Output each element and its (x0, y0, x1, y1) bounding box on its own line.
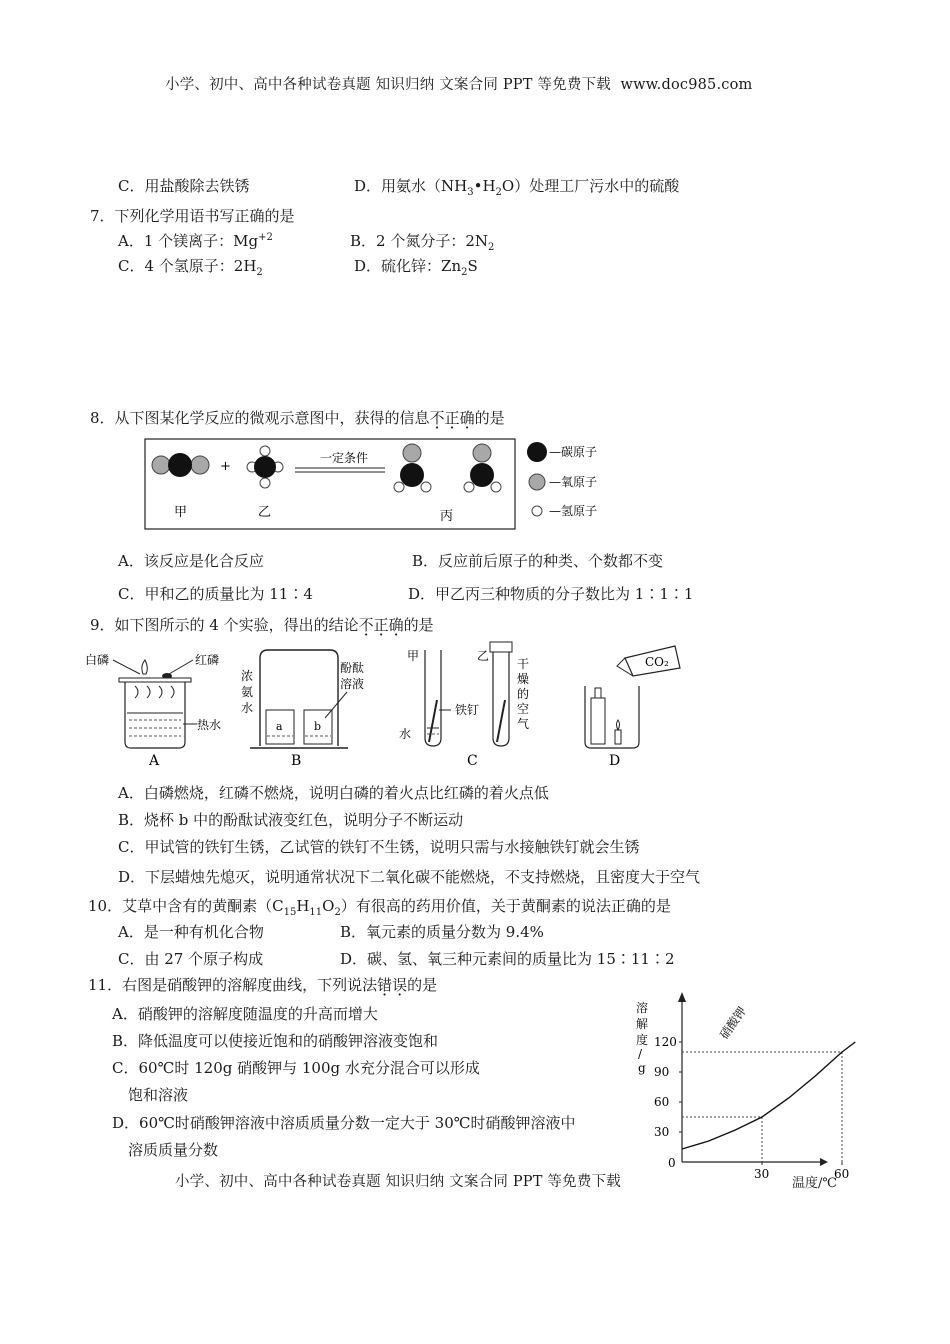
c-nail-yi (497, 700, 505, 742)
q7-b-sub: 2 (488, 242, 495, 253)
bing2-oxygen-atom (473, 444, 491, 462)
q9-option-d: D．下层蜡烛先熄灭，说明通常状况下二氧化碳不能燃烧，不支持燃烧，且密度大于空气 (118, 868, 701, 886)
q10-sub-2: 11 (309, 907, 323, 918)
label-jia: 甲 (174, 505, 188, 520)
y-label-2: 解 (636, 1017, 649, 1031)
y-label-4: / (638, 1047, 643, 1061)
jia-oxygen-atom-1 (152, 456, 170, 474)
legend-carbon-swatch (527, 442, 547, 462)
b-phenol-2: 溶液 (340, 677, 365, 691)
q7-c-text: C．4 个氢原子：2H (118, 257, 257, 275)
experiment-b (241, 650, 364, 769)
d-step (591, 698, 605, 744)
q10-h: H (296, 897, 310, 915)
q9-stem (90, 615, 434, 635)
x-axis-label: 温度/℃ (792, 1176, 837, 1191)
b-label-b: b (314, 720, 322, 733)
q6-d-text: D．用氨水（NH (354, 177, 468, 195)
legend-hydrogen: —氢原子 (549, 504, 598, 518)
series-label: 硝酸钾 (716, 1004, 750, 1042)
q11-option-c-line1: C．60℃时 120g 硝酸钾与 100g 水充分混合可以形成 (112, 1059, 480, 1077)
c-nail-label: 铁钉 (455, 703, 480, 717)
y-axis-arrow (678, 992, 686, 1002)
q6-d-sub2: 2 (495, 187, 502, 198)
q10-option-d: D．碳、氢、氧三种元素间的质量比为 15∶11∶2 (340, 950, 675, 968)
q9-option-c: C．甲试管的铁钉生锈，乙试管的铁钉不生锈，说明只需与水接触铁钉就会生锈 (118, 838, 640, 856)
q8-reaction-diagram (140, 434, 620, 534)
c-water-label: 水 (399, 727, 412, 741)
a-flame (142, 660, 147, 674)
q6-option-c: C．用盐酸除去铁锈 (118, 177, 250, 195)
q7-d-text: D．硫化锌：Zn (354, 257, 462, 275)
yi-hydrogen-1 (260, 446, 270, 456)
yi-hydrogen-4 (260, 478, 270, 488)
q10-option-a: A．是一种有机化合物 (118, 923, 264, 941)
bing2-hydrogen-1 (464, 482, 474, 492)
q9-stem-post: 的是 (403, 616, 434, 634)
yi-carbon-atom (254, 456, 276, 478)
q9-emph-2: 正 (373, 616, 389, 634)
d-candle-low (615, 730, 621, 744)
c-air-4: 空 (517, 702, 530, 716)
q7-option-d (354, 256, 478, 276)
a-red-phosphorus-label: 红磷 (195, 653, 220, 667)
q10-o: O (322, 897, 335, 915)
q8-option-b: B．反应前后原子的种类、个数都不变 (412, 552, 664, 570)
q6-option-d (354, 176, 679, 196)
c-air-1: 干 (517, 657, 530, 671)
bing2-carbon-atom (470, 463, 494, 487)
b-label-a: a (276, 720, 283, 733)
q11-stem (88, 975, 437, 995)
b-leader-phenol (325, 692, 347, 718)
experiment-d (585, 646, 680, 769)
a-leader-white (113, 660, 140, 674)
a-beaker (125, 682, 185, 748)
x-axis-arrow (820, 1158, 828, 1166)
d-candle-flame (617, 720, 620, 730)
q10-sub-1: 15 (283, 907, 297, 918)
jia-oxygen-atom-2 (191, 456, 209, 474)
bing1-oxygen-atom (403, 444, 421, 462)
jia-carbon-atom (168, 453, 192, 477)
y-tick-label-30: 30 (654, 1125, 670, 1139)
q8-option-a: A．该反应是化合反应 (118, 552, 264, 570)
legend-oxygen-swatch (529, 474, 545, 490)
a-steam (135, 686, 174, 698)
c-tube-jia (425, 650, 441, 746)
b-ammonia-1: 浓 (241, 669, 254, 683)
q7-option-a (118, 231, 273, 251)
q7-d-post: S (467, 257, 478, 275)
c-air-5: 气 (517, 717, 530, 731)
y-tick-label-120: 120 (654, 1035, 677, 1049)
a-white-phosphorus-label: 白磷 (85, 653, 110, 667)
bing1-hydrogen-2 (421, 482, 431, 492)
q6-d-post: O）处理工厂污水中的硫酸 (501, 177, 680, 195)
q11-option-b: B．降低温度可以使接近饱和的硝酸钾溶液变饱和 (112, 1032, 439, 1050)
origin-label: 0 (668, 1156, 676, 1170)
q7-option-b (350, 231, 494, 251)
page-footer: 小学、初中、高中各种试卷真题 知识归纳 文案合同 PPT 等免费下载 (175, 1174, 621, 1190)
q11-emph-2: 误 (392, 976, 408, 994)
x-tick-label-60: 60 (834, 1167, 850, 1181)
a-copper-plate (119, 678, 191, 682)
q9-option-a: A．白磷燃烧，红磷不燃烧，说明白磷的着火点比红磷的着火点低 (118, 784, 549, 802)
c-air-3: 的 (517, 687, 530, 701)
d-candle-high (595, 688, 601, 698)
c-nail-jia (429, 700, 437, 742)
chart-axes (678, 992, 828, 1166)
chart-marks (654, 1035, 855, 1181)
q9-stem-text: 9．如下图所示的 4 个实验，得出的结论 (90, 616, 359, 634)
y-label-1: 溶 (636, 1001, 649, 1015)
q8-option-c: C．甲和乙的质量比为 11∶4 (118, 585, 313, 603)
q9-option-b: B．烧杯 b 中的酚酞试液变红色，说明分子不断运动 (118, 811, 464, 829)
q11-option-c-line2: 饱和溶液 (128, 1086, 189, 1104)
q10-option-c: C．由 27 个原子构成 (118, 950, 264, 968)
q8-stem (90, 408, 505, 428)
legend-hydrogen-swatch (532, 506, 542, 516)
header-url: www.doc985.com (620, 77, 753, 93)
q9-emph-3: 确 (388, 616, 404, 634)
c-stopper (490, 642, 512, 652)
b-caption: B (291, 753, 302, 769)
legend-carbon: —碳原子 (549, 445, 598, 459)
c-air-2: 燥 (517, 672, 530, 686)
b-ammonia-2: 氨 (241, 685, 254, 699)
q7-stem: 7．下列化学用语书写正确的是 (90, 207, 295, 225)
page-header (165, 75, 753, 95)
legend-oxygen: —氧原子 (549, 475, 598, 489)
q11-stem-text: 11．右图是硝酸钾的溶解度曲线，下列说法 (88, 976, 378, 994)
label-bing: 丙 (440, 509, 454, 524)
c-label-yi: 乙 (477, 649, 490, 663)
y-label-3: 度 (636, 1033, 649, 1047)
b-ammonia-3: 水 (241, 701, 254, 715)
q8-emph-2: 正 (444, 409, 460, 427)
reaction-condition: 一定条件 (320, 451, 369, 465)
q11-option-a: A．硝酸钾的溶解度随温度的升高而增大 (112, 1005, 378, 1023)
c-tube-yi (493, 650, 509, 746)
y-label-5: g (638, 1061, 646, 1075)
experiment-a (85, 652, 221, 769)
q8-emph-3: 确 (459, 409, 475, 427)
plus-sign: + (220, 459, 231, 474)
a-leader-red (169, 660, 193, 674)
q10-option-b: B．氧元素的质量分数为 9.4% (340, 923, 544, 941)
d-co2-label: CO₂ (645, 655, 669, 669)
q8-stem-text: 8．从下图某化学反应的微观示意图中，获得的信息 (90, 409, 430, 427)
y-tick-label-60: 60 (654, 1095, 670, 1109)
q8-option-d: D．甲乙丙三种物质的分子数比为 1∶1∶1 (408, 585, 694, 603)
q10-sub-3: 2 (334, 907, 341, 918)
header-text: 小学、初中、高中各种试卷真题 知识归纳 文案合同 PPT 等免费下载 (165, 77, 611, 93)
y-tick-label-90: 90 (654, 1065, 670, 1079)
bing2-hydrogen-2 (491, 482, 501, 492)
q7-b-text: B．2 个氮分子：2N (350, 232, 489, 250)
q7-d-sub: 2 (461, 267, 468, 278)
q9-emph-1: 不 (358, 616, 374, 634)
q8-stem-post: 的是 (474, 409, 505, 427)
q11-option-d-line1: D．60℃时硝酸钾溶液中溶质质量分数一定大于 30℃时硝酸钾溶液中 (112, 1114, 576, 1132)
q7-a-sup: +2 (258, 232, 273, 243)
q6-d-sub1: 3 (467, 187, 474, 198)
q7-a-text: A．1 个镁离子：Mg (118, 232, 259, 250)
q10-stem-text: 10．艾草中含有的黄酮素（C (88, 897, 284, 915)
d-caption: D (609, 753, 621, 769)
experiment-c (399, 642, 529, 769)
b-phenol-1: 酚酞 (340, 661, 365, 675)
c-label-jia: 甲 (407, 649, 420, 663)
q11-stem-post: 的是 (407, 976, 438, 994)
q10-stem-post: ）有很高的药用价值，关于黄酮素的说法正确的是 (340, 897, 671, 915)
q9-experiments-figure (85, 638, 685, 770)
q7-option-c (118, 256, 263, 276)
q11-emph-1: 错 (377, 976, 393, 994)
a-hot-water-label: 热水 (197, 718, 222, 732)
q8-emph-1: 不 (429, 409, 445, 427)
q6-d-mid: •H (473, 177, 496, 195)
a-caption: A (149, 753, 160, 769)
kno3-solubility-curve (682, 1042, 855, 1149)
x-tick-label-30: 30 (754, 1167, 770, 1181)
bing1-hydrogen-1 (394, 482, 404, 492)
q10-stem (88, 896, 671, 916)
q11-option-d-line2: 溶质质量分数 (128, 1141, 219, 1159)
label-yi: 乙 (258, 505, 272, 520)
bing1-carbon-atom (400, 463, 424, 487)
c-caption: C (467, 753, 478, 769)
solubility-chart (630, 990, 850, 1195)
q7-c-sub: 2 (256, 267, 263, 278)
